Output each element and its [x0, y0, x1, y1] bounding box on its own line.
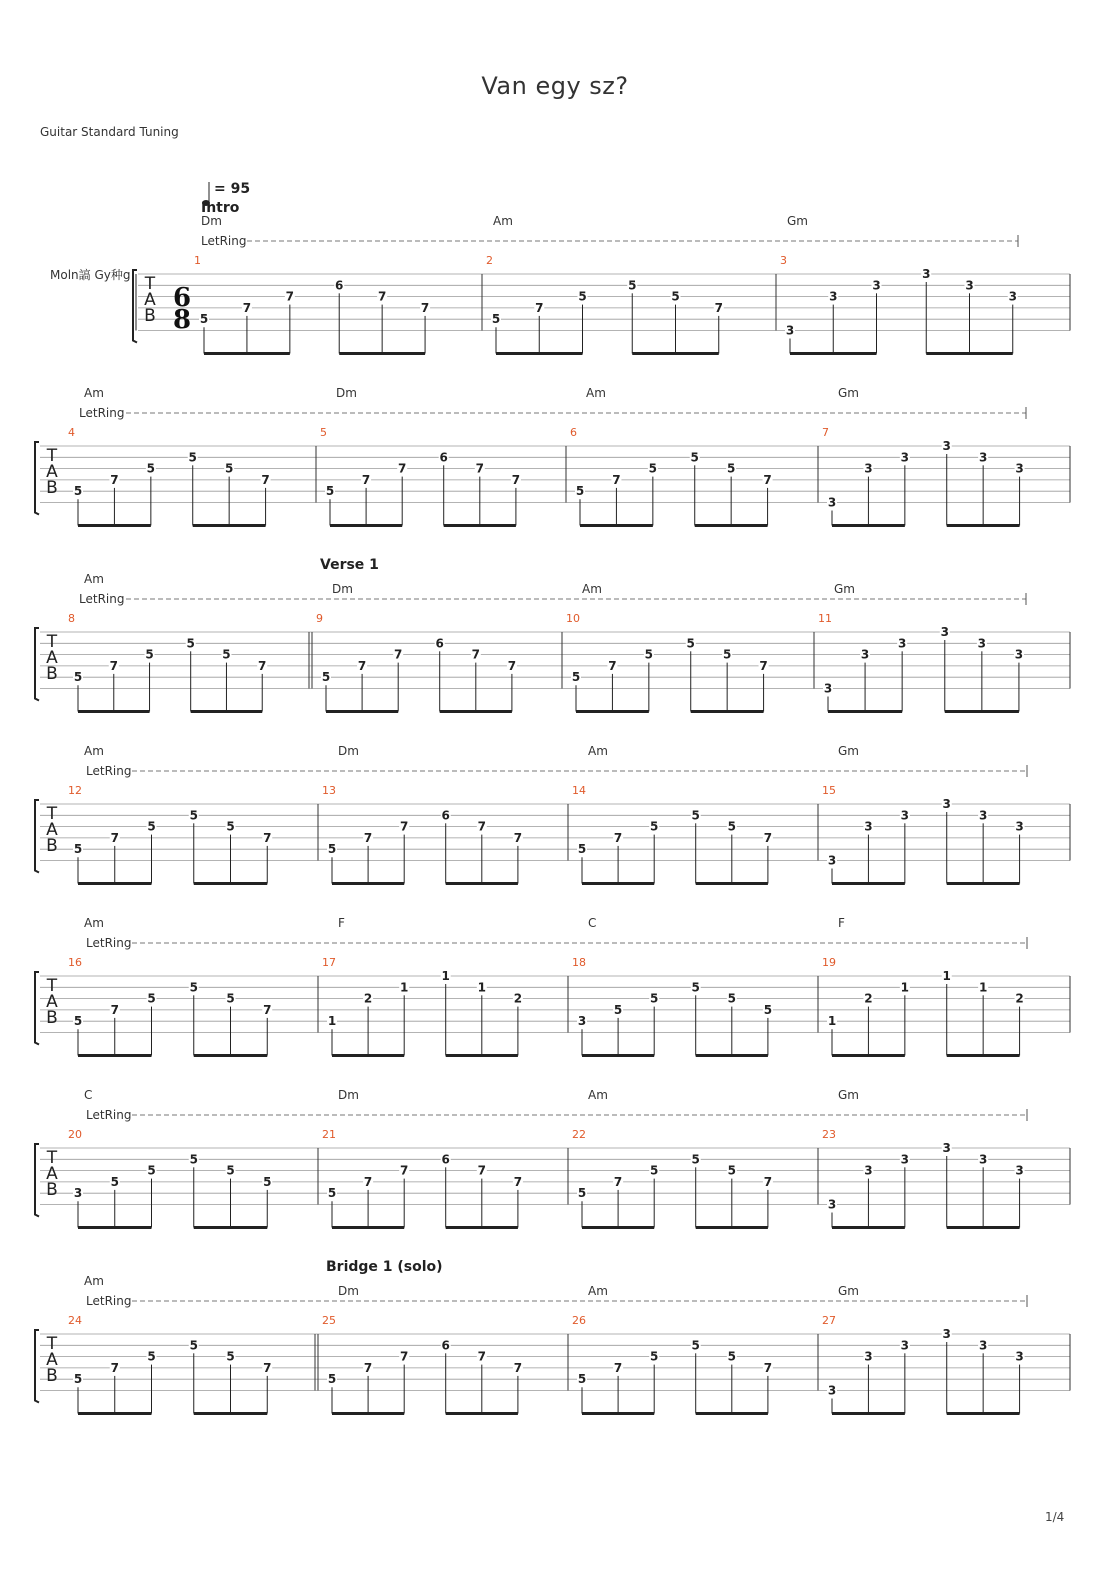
chord-name: Am	[84, 1274, 104, 1288]
tab-note: 3	[900, 1152, 910, 1167]
tab-note: 7	[363, 830, 373, 845]
tab-note: 3	[860, 647, 870, 662]
tab-note: 5	[648, 461, 658, 476]
tab-note: 1	[327, 1014, 337, 1029]
tab-note: 5	[577, 842, 587, 857]
tab-note: 7	[507, 658, 517, 673]
system-bracket	[35, 1330, 39, 1403]
tab-system	[35, 557, 1070, 712]
chord-name: Dm	[338, 744, 359, 758]
tab-clef-letter: A	[46, 462, 58, 482]
tab-clef-letter: T	[46, 1148, 58, 1168]
tab-note: 7	[357, 658, 367, 673]
chord-name: Am	[493, 214, 513, 228]
chord-name: Am	[586, 386, 606, 400]
tab-note: 5	[577, 1372, 587, 1387]
tab-note: 3	[872, 278, 881, 293]
let-ring-label: LetRing	[86, 1294, 132, 1308]
tab-clef-letter: B	[46, 1366, 58, 1386]
tab-note: 5	[321, 670, 331, 685]
tab-note: 3	[1015, 819, 1024, 834]
measure-number: 10	[566, 612, 580, 625]
measure-number: 13	[322, 784, 336, 797]
tab-note: 5	[577, 1186, 587, 1201]
tab-clef-letter: T	[144, 274, 156, 294]
tab-note: 2	[513, 991, 523, 1006]
tab-note: 3	[1008, 289, 1017, 304]
tab-note: 5	[73, 670, 83, 685]
tab-note: 5	[690, 450, 699, 465]
chord-name: Gm	[838, 744, 859, 758]
measure	[822, 386, 1025, 526]
chord-name: Am	[588, 1088, 608, 1102]
tab-note: 2	[363, 991, 373, 1006]
tab-note: 5	[571, 670, 581, 685]
chord-name: Dm	[336, 386, 357, 400]
tab-clef-letter: A	[46, 648, 58, 668]
measure	[322, 744, 523, 884]
tab-note: 3	[978, 1338, 988, 1353]
tab-clef-letter: B	[46, 836, 58, 856]
tab-note: 7	[763, 1174, 773, 1189]
tab-note: 7	[513, 1174, 523, 1189]
tab-note: 5	[691, 808, 700, 823]
tab-clef-letter: A	[46, 992, 58, 1012]
measure	[566, 582, 769, 712]
measure-number: 24	[68, 1314, 82, 1327]
tab-note: 6	[439, 450, 448, 465]
measure-number: 18	[572, 956, 586, 969]
measure	[822, 1284, 1025, 1414]
tab-note: 7	[263, 1002, 272, 1017]
tab-note: 5	[644, 647, 654, 662]
tab-note: 7	[714, 300, 723, 315]
tab-note: 5	[613, 1002, 623, 1017]
tab-note: 5	[727, 819, 736, 834]
tab-note: 3	[1015, 461, 1024, 476]
tab-clef-letter: B	[144, 306, 156, 326]
tab-clef-letter: A	[46, 1350, 58, 1370]
tab-note: 5	[226, 819, 235, 834]
tab-clef-letter: T	[46, 804, 58, 824]
tab-note: 3	[827, 1383, 837, 1398]
tab-note: 6	[441, 1152, 450, 1167]
tab-note: 5	[686, 636, 695, 651]
chord-name: Dm	[338, 1088, 359, 1102]
measure	[572, 1284, 773, 1414]
chord-name: F	[838, 916, 845, 930]
system-bracket	[35, 972, 39, 1045]
tab-note: 5	[575, 484, 585, 499]
tab-clef-letter: A	[46, 1164, 58, 1184]
tab-note: 7	[608, 658, 617, 673]
tab-note: 5	[727, 1349, 736, 1364]
tab-note: 7	[613, 1174, 623, 1189]
section-label: Verse 1	[320, 557, 379, 573]
tab-note: 5	[263, 1174, 272, 1189]
measure-number: 19	[822, 956, 836, 969]
tab-note: 5	[491, 312, 501, 327]
tab-note: 7	[763, 830, 773, 845]
let-ring-label: LetRing	[79, 592, 125, 606]
tab-note: 5	[650, 819, 659, 834]
measure-number: 8	[68, 612, 75, 625]
tab-note: 7	[420, 300, 430, 315]
system-bracket	[35, 442, 39, 515]
tab-note: 5	[146, 461, 156, 476]
measure-number: 7	[822, 426, 829, 439]
chord-name: Am	[84, 744, 104, 758]
measure-number: 25	[322, 1314, 336, 1327]
chord-name: C	[588, 916, 597, 930]
tab-note: 3	[864, 1349, 873, 1364]
tab-note: 3	[900, 450, 910, 465]
tab-note: 3	[942, 797, 951, 811]
measure-number: 20	[68, 1128, 82, 1141]
chord-name: Gm	[838, 1284, 859, 1298]
tab-note: 7	[513, 1360, 523, 1375]
tuning-label: Guitar Standard Tuning	[40, 125, 179, 139]
measure	[822, 1088, 1025, 1228]
tab-note: 3	[978, 1152, 988, 1167]
tab-note: 3	[1015, 1349, 1024, 1364]
measure-number: 2	[486, 254, 493, 267]
tab-note: 3	[900, 808, 910, 823]
tab-note: 7	[613, 1360, 623, 1375]
tab-note: 7	[285, 289, 295, 304]
measure-number: 17	[322, 956, 336, 969]
tab-note: 3	[978, 808, 988, 823]
let-ring-label: LetRing	[79, 406, 125, 420]
measure	[822, 916, 1025, 1056]
tab-note: 7	[535, 300, 544, 315]
measure-number: 22	[572, 1128, 586, 1141]
tab-note: 7	[394, 647, 403, 662]
measure	[316, 582, 517, 712]
tab-clef-letter: B	[46, 1008, 58, 1028]
tab-system	[35, 1088, 1070, 1228]
tab-note: 3	[942, 439, 951, 453]
tab-note: 3	[900, 1338, 910, 1353]
tab-note: 7	[398, 461, 407, 476]
tab-note: 5	[189, 1152, 198, 1167]
tab-note: 5	[726, 461, 736, 476]
tab-note: 3	[977, 636, 987, 651]
tab-note: 7	[400, 1349, 409, 1364]
tab-note: 3	[940, 625, 949, 639]
score-title: Van egy sz?	[481, 72, 629, 100]
let-ring-label: LetRing	[86, 936, 132, 950]
measure-number: 23	[822, 1128, 836, 1141]
tab-note: 5	[189, 980, 198, 995]
tab-note: 5	[226, 1349, 235, 1364]
measure-number: 11	[818, 612, 832, 625]
tab-note: 3	[577, 1014, 587, 1029]
tab-clef-letter: T	[46, 632, 58, 652]
measure	[486, 214, 724, 354]
chord-name: Dm	[332, 582, 353, 596]
tab-note: 3	[73, 1186, 83, 1201]
tab-note: 3	[942, 1327, 951, 1341]
tab-note: 5	[691, 980, 700, 995]
tab-note: 7	[263, 1360, 272, 1375]
let-ring-label: LetRing	[86, 1108, 132, 1122]
tab-note: 5	[147, 1349, 156, 1364]
tab-note: 1	[827, 1014, 837, 1029]
tab-note: 7	[110, 1002, 119, 1017]
let-ring-label: LetRing	[86, 764, 132, 778]
tab-note: 3	[827, 853, 837, 868]
tab-note: 7	[612, 472, 621, 487]
tab-note: 7	[475, 461, 484, 476]
chord-name: Am	[582, 582, 602, 596]
tab-note: 5	[691, 1152, 700, 1167]
tab-note: 3	[922, 267, 931, 281]
tab-note: 5	[226, 991, 235, 1006]
system-bracket	[35, 628, 39, 701]
tab-note: 2	[1015, 991, 1024, 1006]
tab-note: 7	[477, 1349, 486, 1364]
tab-note: 6	[441, 1338, 450, 1353]
time-signature-bottom: 8	[172, 305, 192, 335]
chord-name: Gm	[838, 386, 859, 400]
tab-system	[35, 386, 1070, 526]
tab-note: 3	[864, 461, 873, 476]
tab-note: 1	[978, 980, 988, 995]
tab-note: 5	[327, 1372, 337, 1387]
tab-note: 5	[578, 289, 587, 304]
tab-note: 7	[263, 830, 272, 845]
measure-number: 9	[316, 612, 323, 625]
tab-note: 7	[763, 1360, 773, 1375]
tab-note: 5	[327, 1186, 337, 1201]
tab-note: 5	[650, 1163, 659, 1178]
page-number: 1/4	[1045, 1510, 1065, 1524]
chord-name: Am	[84, 386, 104, 400]
tab-note: 3	[1014, 647, 1024, 662]
time-signature-top: 6	[172, 283, 192, 313]
tab-note: 6	[435, 636, 444, 651]
measure-number: 16	[68, 956, 82, 969]
tab-clef-letter: A	[46, 820, 58, 840]
tab-note: 7	[242, 300, 252, 315]
chord-name: Am	[84, 916, 104, 930]
tab-note: 5	[650, 991, 659, 1006]
system-bracket	[35, 800, 39, 873]
tab-note: 5	[188, 450, 197, 465]
tab-clef-letter: B	[46, 1180, 58, 1200]
tab-note: 2	[864, 991, 873, 1006]
system-bracket	[35, 1144, 39, 1217]
measure-number: 27	[822, 1314, 836, 1327]
tab-clef-letter: A	[144, 290, 156, 310]
tab-note: 3	[864, 819, 873, 834]
track-name: Moln謞 Gy种g	[50, 268, 131, 282]
measure	[322, 916, 523, 1056]
chord-name: Gm	[787, 214, 808, 228]
tab-note: 7	[363, 1174, 373, 1189]
measure-number: 5	[320, 426, 327, 439]
tab-note: 5	[222, 647, 231, 662]
tab-note: 6	[441, 808, 450, 823]
tab-note: 5	[73, 1372, 83, 1387]
tab-note: 5	[199, 312, 209, 327]
tab-note: 5	[628, 278, 637, 293]
tab-note: 7	[400, 819, 409, 834]
section-label: Bridge 1 (solo)	[326, 1259, 443, 1275]
tab-note: 7	[477, 1163, 486, 1178]
tab-note: 3	[942, 1141, 951, 1155]
measure-number: 15	[822, 784, 836, 797]
tab-note: 5	[73, 842, 83, 857]
tab-note: 5	[671, 289, 680, 304]
tab-note: 5	[226, 1163, 235, 1178]
tab-clef-letter: T	[46, 976, 58, 996]
measure	[572, 1088, 773, 1228]
measure-number: 1	[194, 254, 201, 267]
chord-name: F	[338, 916, 345, 930]
measure	[322, 1284, 523, 1414]
tab-note: 7	[261, 472, 270, 487]
tab-note: 5	[727, 991, 736, 1006]
tab-note: 5	[73, 484, 83, 499]
tab-clef-letter: T	[46, 446, 58, 466]
tab-note: 3	[827, 1197, 837, 1212]
tab-note: 7	[763, 472, 772, 487]
measure	[818, 582, 1024, 712]
tab-note: 5	[147, 819, 156, 834]
tab-note: 7	[110, 830, 119, 845]
tab-system	[35, 744, 1070, 884]
tab-clef-letter: T	[46, 1334, 58, 1354]
tab-note: 7	[377, 289, 387, 304]
tab-note: 3	[978, 450, 988, 465]
tab-note: 5	[325, 484, 335, 499]
tab-system	[35, 916, 1070, 1056]
measure-number: 3	[780, 254, 787, 267]
measure	[572, 744, 773, 884]
tab-note: 5	[189, 808, 198, 823]
tab-note: 3	[829, 289, 838, 304]
chord-name: Am	[588, 744, 608, 758]
tab-clef-letter: B	[46, 478, 58, 498]
chord-name: Am	[84, 572, 104, 586]
tab-note: 5	[147, 1163, 156, 1178]
tab-note: 5	[327, 842, 337, 857]
tab-note: 5	[110, 1174, 119, 1189]
measure	[320, 386, 521, 526]
chord-name: C	[84, 1088, 93, 1102]
measure	[572, 916, 773, 1056]
tab-note: 7	[110, 1360, 119, 1375]
tab-note: 3	[823, 681, 833, 696]
tempo-marking: = 95	[214, 181, 251, 197]
tab-clef-letter: B	[46, 664, 58, 684]
tab-note: 7	[109, 658, 118, 673]
tab-note: 7	[513, 830, 523, 845]
measure-number: 6	[570, 426, 577, 439]
tab-note: 7	[613, 830, 623, 845]
tab-system	[50, 181, 1070, 354]
chord-name: Gm	[838, 1088, 859, 1102]
chord-name: Gm	[834, 582, 855, 596]
tab-system	[35, 1259, 1070, 1414]
chord-name: Am	[588, 1284, 608, 1298]
tab-note: 5	[189, 1338, 198, 1353]
tab-note: 1	[477, 980, 486, 995]
tab-note: 5	[650, 1349, 659, 1364]
tab-note: 7	[258, 658, 267, 673]
tab-note: 5	[763, 1002, 773, 1017]
tab-note: 7	[400, 1163, 409, 1178]
tab-note: 1	[942, 969, 951, 983]
tab-note: 3	[785, 323, 795, 338]
tab-note: 5	[727, 1163, 736, 1178]
measure	[780, 214, 1018, 354]
tab-note: 7	[511, 472, 521, 487]
measure-number: 14	[572, 784, 586, 797]
tab-note: 3	[1015, 1163, 1024, 1178]
measure	[570, 386, 773, 526]
tab-note: 7	[361, 472, 371, 487]
measure-number: 26	[572, 1314, 586, 1327]
section-label: Intro	[201, 200, 240, 216]
measure	[322, 1088, 523, 1228]
tab-note: 5	[145, 647, 154, 662]
tab-note: 7	[759, 658, 768, 673]
tab-note: 5	[722, 647, 732, 662]
measure	[822, 744, 1025, 884]
tab-note: 7	[477, 819, 486, 834]
tab-note: 7	[363, 1360, 373, 1375]
measure-number: 4	[68, 426, 75, 439]
tab-note: 1	[441, 969, 450, 983]
tab-note: 7	[471, 647, 480, 662]
tab-note: 7	[110, 472, 119, 487]
measure-number: 12	[68, 784, 82, 797]
tab-note: 5	[147, 991, 156, 1006]
let-ring-label: LetRing	[201, 234, 247, 248]
tab-note: 5	[224, 461, 234, 476]
tab-note: 5	[186, 636, 195, 651]
chord-name: Dm	[201, 214, 222, 228]
tab-note: 5	[691, 1338, 700, 1353]
tab-note: 5	[73, 1014, 83, 1029]
chord-name: Dm	[338, 1284, 359, 1298]
tab-note: 3	[965, 278, 974, 293]
tab-note: 3	[897, 636, 907, 651]
tab-note: 3	[864, 1163, 873, 1178]
tab-note: 1	[400, 980, 409, 995]
tab-note: 1	[900, 980, 910, 995]
measure-number: 21	[322, 1128, 336, 1141]
tab-note: 6	[335, 278, 344, 293]
tab-note: 3	[827, 495, 837, 510]
